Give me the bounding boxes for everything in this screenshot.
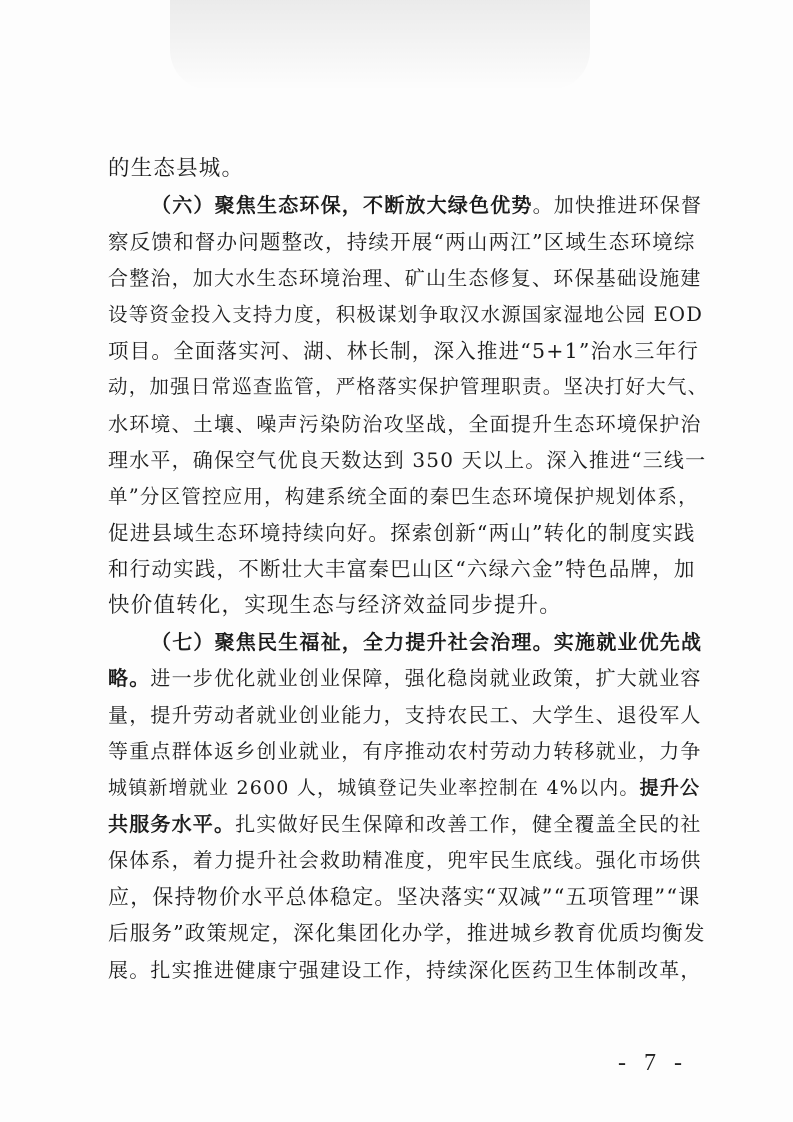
text-line — [108, 624, 708, 660]
text-line — [108, 551, 708, 587]
text-run: 保体系，着力提升社会救助精准度，兜牢民生底线。强化市场供 — [108, 848, 702, 873]
text-run: 动，加强日常巡查监管，严格落实保护管理职责。坚决打好大气、 — [108, 375, 709, 399]
text-line — [108, 515, 708, 551]
text-run: 的生态县城。 — [108, 156, 245, 181]
bold-run: 共服务水平。 — [108, 812, 236, 837]
section-heading-seven: （七）聚焦民生福祉，全力提升社会治理。实施就业优先战 — [151, 630, 703, 655]
text-run: 理水平，确保空气优良天数达到 350 天以上。深入推进“三线一 — [108, 448, 707, 473]
text-line — [108, 733, 708, 769]
text-line — [108, 660, 708, 696]
text-run: 等重点群体返乡创业就业，有序推动农村劳动力转移就业，力争 — [108, 739, 702, 764]
text-run: 合整治，加大水生态环境治理、矿山生态修复、环保基础设施建 — [108, 266, 702, 291]
section-heading-six: （六）聚焦生态环保，不断放大绿色优势 — [151, 193, 533, 218]
text-run: 展。扎实推进健康宁强建设工作，持续深化医药卫生体制改革， — [108, 957, 702, 982]
text-run: 察反馈和督办问题整改，持续开展“两山两江”区域生态环境综 — [108, 229, 696, 254]
scan-smudge — [170, 0, 590, 90]
text-run: 水环境、土壤、噪声污染防治攻坚战，全面提升生态环境保护治 — [108, 411, 702, 436]
text-run: 和行动实践，不断壮大丰富秦巴山区“六绿六金”特色品牌，加 — [108, 557, 696, 582]
bold-run: 提升公 — [639, 776, 701, 799]
text-run: 进一步优化就业创业保障，强化稳岗就业政策，扩大就业容 — [150, 666, 702, 691]
text-line — [108, 151, 708, 187]
text-run: 后服务”政策规定，深化集团化办学，推进城乡教育优质均衡发 — [108, 921, 706, 946]
text-run: 快价值转化，实现生态与经济效益同步提升。 — [108, 592, 563, 618]
text-line — [108, 369, 708, 405]
text-run: 促进县域生态环境持续向好。探索创新“两山”转化的制度实践 — [108, 520, 696, 545]
text-run: 扎实做好民生保障和改善工作，健全覆盖全民的社 — [235, 812, 702, 837]
text-run: 项目。全面落实河、湖、林长制，深入推进“5+1”治水三年行 — [108, 338, 700, 363]
text-line — [108, 224, 708, 260]
text-run: 应，保持物价水平总体稳定。坚决落实“双减”“五项管理”“课 — [108, 884, 701, 909]
text-run: 设等资金投入支持力度，积极谋划争取汉水源国家湿地公园 EOD — [108, 302, 704, 326]
text-line — [108, 297, 708, 333]
text-line — [108, 806, 708, 842]
text-line — [108, 333, 708, 369]
body-text — [108, 151, 708, 988]
text-line — [108, 260, 708, 296]
text-line — [108, 952, 708, 988]
page-number: - 7 - — [618, 1050, 688, 1076]
bold-run: 略。 — [108, 666, 151, 691]
text-run: 量，提升劳动者就业创业能力，支持农民工、大学生、退役军人 — [108, 702, 702, 727]
text-line — [108, 479, 708, 515]
text-line — [108, 842, 708, 878]
text-line — [108, 770, 708, 806]
text-line — [108, 915, 708, 951]
text-line — [108, 588, 708, 624]
text-line — [108, 879, 708, 915]
text-run: 。加快推进环保督 — [532, 193, 703, 218]
text-line — [108, 442, 708, 478]
text-line — [108, 406, 708, 442]
text-line — [108, 697, 708, 733]
text-line — [108, 187, 708, 223]
text-run: 城镇新增就业 2600 人，城镇登记失业率控制在 4%以内。 — [108, 776, 640, 799]
text-run: 单”分区管控应用，构建系统全面的秦巴生态环境保护规划体系， — [108, 484, 699, 508]
